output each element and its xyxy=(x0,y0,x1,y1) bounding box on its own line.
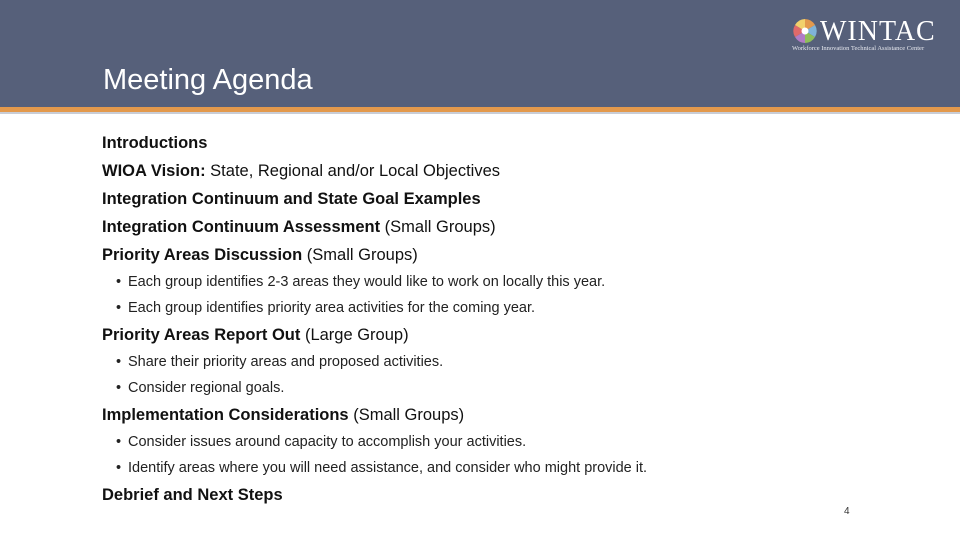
agenda-item xyxy=(102,481,862,509)
agenda-item xyxy=(102,241,862,269)
page-title: Meeting Agenda xyxy=(103,64,313,96)
agenda-item xyxy=(102,213,862,241)
agenda-item xyxy=(102,401,862,429)
agenda-item-detail: (Small Groups) xyxy=(348,406,465,424)
agenda-subitem-text: Consider regional goals. xyxy=(128,380,285,396)
bullet-icon: • xyxy=(116,460,122,476)
agenda-item-detail: (Small Groups) xyxy=(302,246,418,264)
bullet-icon: • xyxy=(116,354,122,370)
agenda-subitem-text: Consider issues around capacity to accomplish your activities. xyxy=(128,434,527,450)
agenda-subitem-text: Each group identifies 2-3 areas they would like to work on locally this year. xyxy=(128,274,606,290)
agenda-item xyxy=(102,185,862,213)
agenda-list xyxy=(102,129,862,509)
agenda-subitem xyxy=(102,269,862,295)
agenda-item xyxy=(102,129,862,157)
agenda-subitem xyxy=(102,295,862,321)
wintac-logo xyxy=(792,16,952,56)
agenda-item-heading: Priority Areas Report Out xyxy=(102,326,301,344)
agenda-subitem-text: Each group identifies priority area activities for the coming year. xyxy=(128,300,536,316)
agenda-item-heading: Integration Continuum and State Goal Examples xyxy=(102,190,481,208)
bullet-icon: • xyxy=(116,434,122,450)
agenda-subitem xyxy=(102,375,862,401)
rule-shadow xyxy=(0,112,960,114)
agenda-item-heading: WIOA Vision: xyxy=(102,162,206,180)
pinwheel-logo-icon xyxy=(792,18,818,44)
agenda-subitem xyxy=(102,455,862,481)
agenda-item-detail: (Small Groups) xyxy=(380,218,496,236)
page-number: 4 xyxy=(844,506,850,517)
agenda-item-detail: State, Regional and/or Local Objectives xyxy=(205,162,501,180)
logo-wordmark: WINTAC xyxy=(820,16,936,47)
bullet-icon: • xyxy=(116,300,122,316)
agenda-item-detail: (Large Group) xyxy=(300,326,409,344)
agenda-subitem-text: Share their priority areas and proposed activities. xyxy=(128,354,444,370)
agenda-item xyxy=(102,157,862,185)
bullet-icon: • xyxy=(116,274,122,290)
agenda-subitem xyxy=(102,429,862,455)
agenda-item-heading: Integration Continuum Assessment xyxy=(102,218,381,236)
agenda-subitem xyxy=(102,349,862,375)
agenda-item-heading: Debrief and Next Steps xyxy=(102,486,283,504)
agenda-item xyxy=(102,321,862,349)
agenda-subitem-text: Identify areas where you will need assistance, and consider who might provide it. xyxy=(128,460,648,476)
agenda-item-heading: Introductions xyxy=(102,134,208,152)
logo-tagline: Workforce Innovation Technical Assistance Center xyxy=(792,45,925,52)
agenda-item-heading: Implementation Considerations xyxy=(102,406,349,424)
bullet-icon: • xyxy=(116,380,122,396)
agenda-item-heading: Priority Areas Discussion xyxy=(102,246,303,264)
